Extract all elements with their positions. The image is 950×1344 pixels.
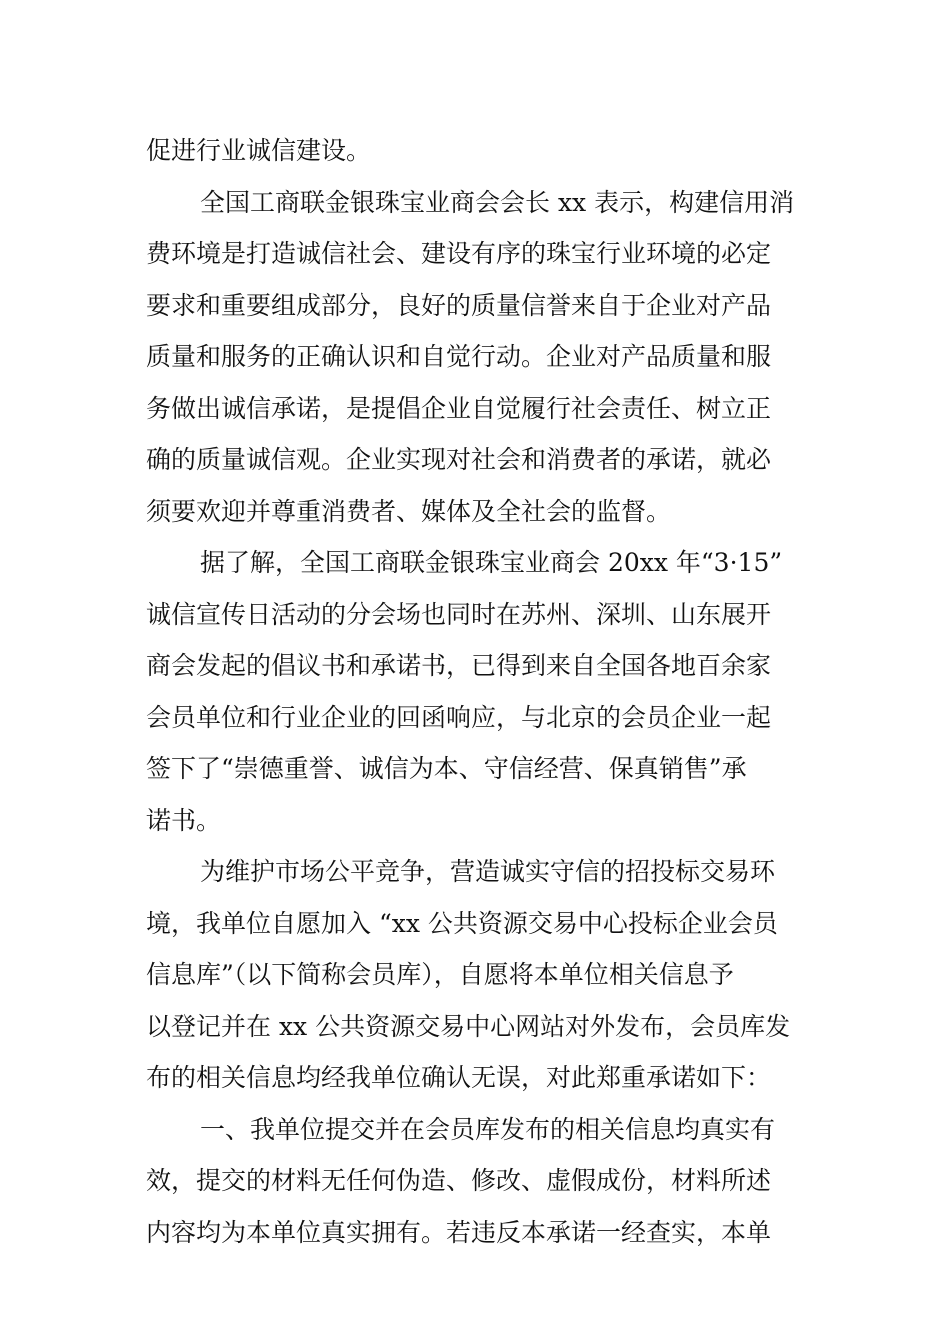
text-line: 一、我单位提交并在会员库发布的相关信息均真实有 — [200, 1114, 776, 1144]
text-line: 据了解，全国工商联金银珠宝业商会 20xx 年“3·15” — [200, 548, 783, 577]
text-line: 质量和服务的正确认识和自觉行动。企业对产品质量和服 — [146, 342, 772, 371]
paragraph-1 — [146, 125, 806, 177]
text-line: 以登记并在 xx 公共资源交易中心网站对外发布，会员库发 — [146, 1011, 791, 1041]
paragraph-4 — [146, 846, 806, 1104]
text-line: 信息库”（以下简称会员库），自愿将本单位相关信息予 — [146, 960, 734, 989]
text-line: 要求和重要组成部分，良好的质量信誉来自于企业对产品 — [146, 290, 772, 320]
text-line: 务做出诚信承诺，是提倡企业自觉履行社会责任、树立正 — [146, 393, 772, 423]
text-line: 确的质量诚信观。企业实现对社会和消费者的承诺，就必 — [146, 445, 772, 474]
text-line: 诺书。 — [146, 805, 222, 835]
text-line: 会员单位和行业企业的回函响应，与北京的会员企业一起 — [146, 702, 772, 732]
text-line: 签下了“崇德重誉、诚信为本、守信经营、保真销售”承 — [146, 754, 747, 783]
text-line: 效，提交的材料无任何伪造、修改、虚假成份，材料所述 — [146, 1166, 772, 1195]
text-line: 境，我单位自愿加入 “xx 公共资源交易中心投标企业会员 — [146, 908, 778, 938]
text-line: 内容均为本单位真实拥有。若违反本承诺一经查实，本单 — [146, 1217, 772, 1247]
paragraph-3 — [146, 537, 806, 846]
paragraph-2 — [146, 177, 806, 538]
document-body — [146, 125, 806, 1258]
text-line: 诚信宣传日活动的分会场也同时在苏州、深圳、山东展开 — [146, 599, 772, 629]
text-line: 商会发起的倡议书和承诺书，已得到来自全国各地百余家 — [146, 651, 772, 680]
text-line: 促进行业诚信建设。 — [146, 136, 372, 165]
text-line: 为维护市场公平竞争，营造诚实守信的招投标交易环 — [200, 857, 776, 886]
text-line: 费环境是打造诚信社会、建设有序的珠宝行业环境的必定 — [146, 239, 772, 268]
text-line: 布的相关信息均经我单位确认无误，对此郑重承诺如下： — [146, 1063, 772, 1092]
text-line: 须要欢迎并尊重消费者、媒体及全社会的监督。 — [146, 496, 672, 526]
text-line: 全国工商联金银珠宝业商会会长 xx 表示，构建信用消 — [200, 187, 795, 217]
paragraph-5 — [146, 1104, 806, 1259]
